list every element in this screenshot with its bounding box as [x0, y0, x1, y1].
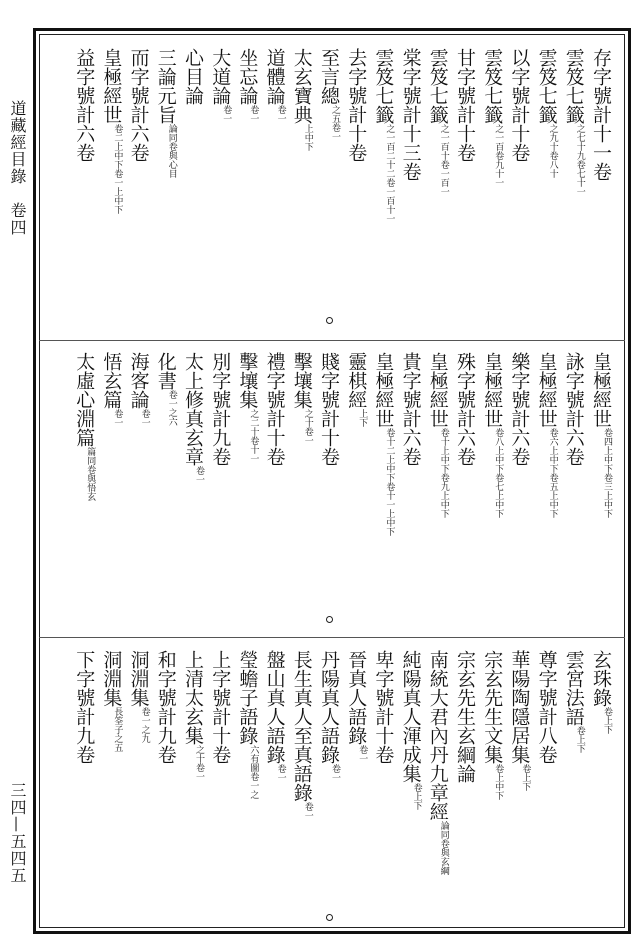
- entry-annotation: 與悟玄 篇同卷: [85, 447, 96, 501]
- section-divider-1: [39, 340, 625, 341]
- entry-title: 賤字號計十卷: [318, 352, 340, 466]
- catalog-entry: [536, 48, 558, 178]
- entry-annotation: 與心目 論同卷: [166, 124, 177, 178]
- catalog-entry: [481, 352, 503, 518]
- catalog-entry: [100, 352, 122, 427]
- entry-title: 皇極經世: [590, 352, 612, 428]
- catalog-entry: [236, 48, 258, 123]
- entry-title: 悟玄篇: [100, 352, 123, 409]
- entry-annotation: 卷上下: [411, 783, 422, 810]
- entry-title: 三論元旨: [154, 48, 177, 124]
- catalog-entry: [318, 48, 340, 141]
- catalog-entry: [563, 650, 585, 753]
- entry-annotation: 卷一: [248, 105, 259, 123]
- entry-title: 宗玄先生玄綱論: [454, 650, 476, 783]
- entry-title: 甘字號計十卷: [454, 48, 476, 162]
- entry-title: 宗玄先生文集: [481, 650, 504, 764]
- entry-title: 皇極經世: [426, 352, 449, 428]
- catalog-entry: [182, 48, 204, 105]
- entry-title: 長生真人至真語錄: [290, 650, 313, 802]
- entry-annotation: 卷上下: [574, 726, 585, 753]
- entry-title: 太虛心淵篇: [73, 352, 96, 447]
- entry-annotation: 卷一: [330, 764, 340, 782]
- entry-title: 卑字號計十卷: [372, 650, 395, 764]
- margin-page-number: 三四—五四五: [8, 782, 27, 884]
- entry-title: 貴字號計六卷: [399, 352, 422, 466]
- entry-title: 擊壤集: [236, 352, 259, 409]
- entry-title: 下字號計九卷: [73, 650, 96, 764]
- catalog-entry: [73, 352, 95, 501]
- catalog-entry: [209, 650, 231, 764]
- entry-annotation: 卷七十一 之七十九: [574, 124, 585, 196]
- catalog-entry: [291, 650, 313, 820]
- catalog-entry: [182, 352, 204, 484]
- catalog-entry: [590, 48, 612, 181]
- entry-annotation: 長筌子之五: [112, 707, 123, 752]
- catalog-entry: [454, 352, 476, 466]
- catalog-entry: [73, 48, 95, 162]
- entry-annotation: 與玄綱 論同卷: [438, 821, 449, 875]
- register-circle: [326, 616, 333, 623]
- catalog-entry: [264, 650, 286, 782]
- register-circle: [326, 914, 333, 921]
- catalog-entry: [508, 352, 530, 466]
- entry-title: 瑩蟾子語錄: [236, 650, 259, 745]
- catalog-entry: [318, 352, 340, 466]
- entry-title: 禮字號計十卷: [263, 352, 286, 466]
- catalog-entry: [563, 352, 585, 466]
- entry-title: 純陽真人渾成集: [399, 650, 422, 783]
- entry-title: 玄珠錄: [590, 650, 612, 707]
- entry-title: 棠字號計十三卷: [399, 48, 422, 181]
- catalog-entry: [590, 352, 612, 518]
- entry-annotation: 上下: [357, 409, 368, 427]
- entry-annotation: 卷一 之十: [302, 409, 313, 445]
- catalog-entry: [209, 352, 231, 466]
- entry-annotation: 卷一: [221, 105, 232, 123]
- catalog-entry: [291, 352, 313, 445]
- catalog-entry: [481, 48, 503, 187]
- catalog-entry: [508, 48, 530, 162]
- entry-annotation: 卷五上中下 卷六上中下: [547, 428, 558, 518]
- entry-annotation: 卷一: [302, 802, 313, 820]
- entry-title: 華陽陶隱居集: [508, 650, 531, 764]
- entry-title: 晉真人語錄: [345, 650, 368, 745]
- catalog-entry: [209, 48, 231, 123]
- catalog-entry: [508, 650, 530, 791]
- catalog-entry: [427, 352, 449, 518]
- entry-title: 別字號計九卷: [209, 352, 232, 466]
- catalog-entry: [427, 650, 449, 875]
- catalog-entry: [536, 352, 558, 518]
- catalog-entry: [128, 48, 150, 162]
- entry-title: 殊字號計六卷: [454, 352, 476, 466]
- entry-title: 雲笈七籤: [562, 48, 585, 124]
- catalog-entry: [400, 650, 422, 810]
- catalog-entry: [563, 48, 585, 196]
- entry-title: 道體論: [263, 48, 286, 105]
- entry-title: 和字號計九卷: [154, 650, 177, 764]
- entry-annotation: 卷一: [275, 764, 286, 782]
- entry-title: 雲笈七籤: [372, 48, 395, 124]
- entry-annotation: 卷一之九: [139, 707, 150, 743]
- entry-title: 尊字號計八卷: [535, 650, 558, 764]
- entry-annotation: 卷上下: [520, 764, 531, 791]
- catalog-entry: [481, 650, 503, 800]
- entry-title: 皇極經世: [372, 352, 395, 428]
- entry-title: 海客論: [127, 352, 150, 409]
- entry-title: 以字號計十卷: [508, 48, 531, 162]
- catalog-entry: [454, 650, 476, 783]
- catalog-entry: [318, 650, 340, 782]
- entry-title: 盤山真人語錄: [263, 650, 286, 764]
- catalog-entry: [372, 352, 394, 536]
- entry-title: 坐忘論: [236, 48, 259, 105]
- entry-title: 大道論: [209, 48, 232, 105]
- entry-title: 化書: [154, 352, 177, 390]
- entry-annotation: 卷上下: [602, 707, 612, 734]
- entry-annotation: 卷一: [112, 409, 123, 427]
- catalog-entry: [155, 650, 177, 764]
- catalog-entry: [100, 650, 122, 752]
- entry-annotation: 卷十一 之二十: [248, 409, 259, 463]
- entry-title: 雲笈七籤: [481, 48, 504, 124]
- entry-annotation: 卷一之 六有圖: [248, 745, 259, 799]
- entry-annotation: 卷一: [194, 466, 204, 484]
- entry-title: 太玄寶典: [290, 48, 313, 124]
- catalog-entry: [182, 650, 204, 781]
- catalog-entry: [155, 48, 177, 178]
- entry-annotation: 卷一百一 之一百十: [438, 124, 449, 196]
- entry-annotation: 上中下: [302, 124, 313, 151]
- catalog-entry: [155, 352, 177, 426]
- entry-title: 雲笈七籤: [535, 48, 558, 124]
- entry-annotation: 卷十一上中下 卷十二上中下: [384, 428, 395, 536]
- catalog-entry: [400, 352, 422, 466]
- entry-annotation: 卷七上中下 卷八上中下: [493, 428, 504, 518]
- entry-title: 益字號計六卷: [73, 48, 96, 162]
- entry-title: 至言總: [318, 48, 340, 105]
- catalog-entry: [536, 650, 558, 764]
- entry-title: 皇極經世: [100, 48, 123, 124]
- entry-annotation: 卷一 之十: [194, 745, 204, 781]
- catalog-entry: [291, 48, 313, 151]
- entry-annotation: 卷一: [357, 745, 368, 763]
- entry-annotation: 卷一: [275, 105, 286, 123]
- entry-title: 皇極經世: [481, 352, 504, 428]
- catalog-entry: [236, 650, 258, 799]
- catalog-entry: [128, 352, 150, 427]
- entry-annotation: 卷三上中下 卷四上中下: [602, 428, 612, 518]
- entry-title: 擊壤集: [290, 352, 313, 409]
- margin-title: 道藏經目錄 卷四: [8, 100, 27, 236]
- entry-title: 詠字號計六卷: [562, 352, 585, 466]
- catalog-entry: [264, 48, 286, 123]
- catalog-entry: [372, 48, 394, 223]
- catalog-entry: [372, 650, 394, 764]
- catalog-entry: [345, 352, 367, 427]
- catalog-entry: [128, 650, 150, 743]
- entry-annotation: 卷一上中下 卷二上中下: [112, 124, 123, 214]
- catalog-entry: [73, 650, 95, 764]
- catalog-entry: [427, 48, 449, 196]
- entry-title: 南統大君內丹九章經: [426, 650, 449, 821]
- entry-annotation: 卷一百十一 之一百二十二: [384, 124, 395, 223]
- entry-annotation: 卷一: [139, 409, 150, 427]
- entry-title: 心目論: [182, 48, 204, 105]
- entry-annotation: 卷九十一 之一百: [493, 124, 504, 187]
- entry-title: 去字號計十卷: [345, 48, 368, 162]
- entry-title: 樂字號計六卷: [508, 352, 531, 466]
- entry-annotation: 卷九上中下 卷十上中下: [438, 428, 449, 518]
- entry-title: 雲笈七籤: [426, 48, 449, 124]
- entry-title: 而字號計六卷: [127, 48, 150, 162]
- entry-title: 太上修真玄章: [182, 352, 204, 466]
- entry-title: 皇極經世: [535, 352, 558, 428]
- catalog-entry: [264, 352, 286, 466]
- entry-annotation: 卷一之六: [166, 390, 177, 426]
- catalog-entry: [100, 48, 122, 214]
- entry-title: 洞淵集: [127, 650, 150, 707]
- catalog-entry: [400, 48, 422, 181]
- entry-title: 存字號計十一卷: [590, 48, 612, 181]
- entry-title: 雲宮法語: [562, 650, 585, 726]
- entry-title: 丹陽真人語錄: [318, 650, 340, 764]
- catalog-entry: [345, 48, 367, 162]
- catalog-entry: [345, 650, 367, 763]
- entry-annotation: 卷一 之五: [330, 105, 340, 141]
- entry-annotation: 卷八十 之九十: [547, 124, 558, 178]
- catalog-entry: [454, 48, 476, 162]
- entry-title: 上字號計十卷: [209, 650, 232, 764]
- catalog-entry: [590, 650, 612, 734]
- entry-title: 洞淵集: [100, 650, 123, 707]
- entry-annotation: 卷上中下: [493, 764, 504, 800]
- catalog-entry: [236, 352, 258, 463]
- section-divider-2: [39, 637, 625, 638]
- register-circle: [326, 317, 333, 324]
- entry-title: 上清太玄集: [182, 650, 204, 745]
- entry-title: 靈棋經: [345, 352, 368, 409]
